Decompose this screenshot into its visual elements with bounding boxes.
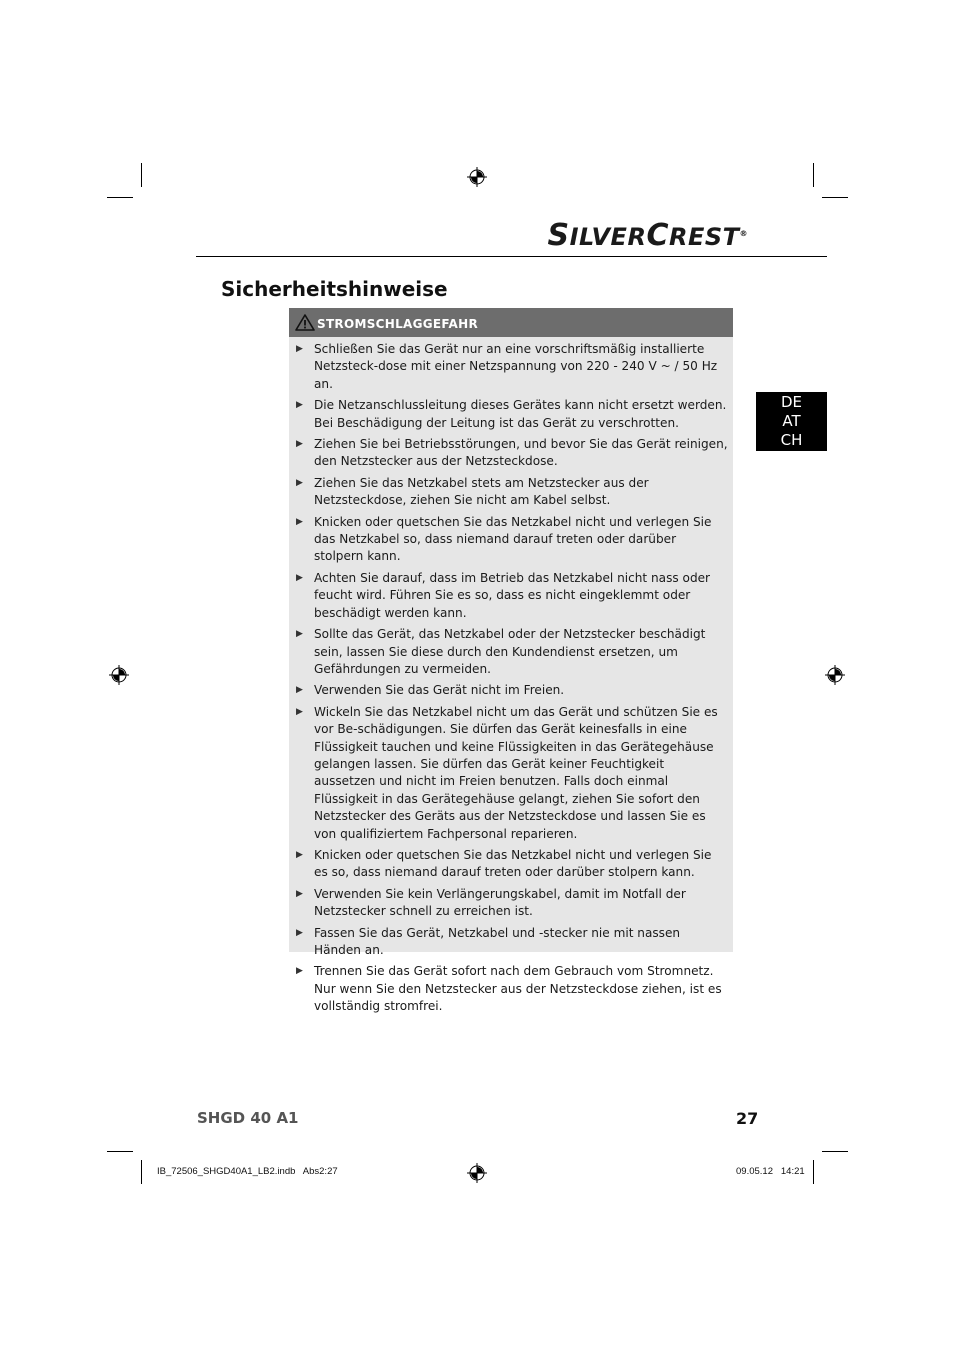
- crop-mark: [813, 1160, 814, 1184]
- crop-mark: [107, 1151, 133, 1152]
- crop-mark: [107, 197, 133, 198]
- list-item: [296, 341, 728, 393]
- arrow-bullet-icon: ▶: [296, 927, 303, 938]
- list-item: [296, 626, 728, 678]
- arrow-bullet-icon: ▶: [296, 849, 303, 860]
- page-number: 27: [736, 1109, 759, 1128]
- model-number: SHGD 40 A1: [197, 1109, 299, 1127]
- page-title: Sicherheitshinweise: [221, 277, 448, 301]
- list-item: [296, 397, 728, 432]
- list-item-text: Schließen Sie das Gerät nur an eine vorschriftsmäßig installierte Netzsteck-dose mit einer Netzspannung von 220 - 240 V ~ / 50 Hz an.: [314, 342, 718, 391]
- warning-list: [296, 341, 728, 1020]
- arrow-bullet-icon: ▶: [296, 516, 303, 527]
- language-code: DE: [780, 393, 803, 411]
- warning-header: [289, 308, 733, 337]
- language-tab: [756, 392, 827, 451]
- list-item-text: Die Netzanschlussleitung dieses Gerätes kann nicht ersetzt werden. Bei Beschädigung der Leitung ist das Gerät zu verschrotten.: [314, 398, 727, 430]
- warning-label: STROMSCHLAGGEFAHR: [317, 317, 479, 331]
- crop-mark: [141, 1160, 142, 1184]
- arrow-bullet-icon: ▶: [296, 966, 303, 977]
- arrow-bullet-icon: ▶: [296, 629, 303, 640]
- list-item: [296, 514, 728, 566]
- list-item: [296, 704, 728, 843]
- arrow-bullet-icon: ▶: [296, 572, 303, 583]
- crop-mark: [813, 163, 814, 187]
- language-code: CH: [780, 431, 803, 449]
- header-rule: [196, 256, 827, 257]
- crop-mark: [141, 163, 142, 187]
- list-item: [296, 436, 728, 471]
- list-item-text: Achten Sie darauf, dass im Betrieb das Netzkabel nicht nass oder feucht wird. Führen Sie es so, dass es nicht eingeklemmt oder beschädigt werden kann.: [314, 570, 711, 620]
- list-item-text: Verwenden Sie das Gerät nicht im Freien.: [314, 683, 565, 698]
- brand-logo: SILVERCREST®: [547, 218, 748, 253]
- print-slug-date: 09.05.12 14:21: [736, 1166, 805, 1177]
- registration-target-icon: [825, 665, 845, 685]
- list-item-text: Ziehen Sie das Netzkabel stets am Netzstecker aus der Netzsteckdose, ziehen Sie nicht am Kabel selbst.: [314, 475, 649, 508]
- arrow-bullet-icon: ▶: [296, 888, 303, 899]
- list-item-text: Wickeln Sie das Netzkabel nicht um das Gerät und schützen Sie es vor Be-schädigungen. Sie dürfen das Gerät keinesfalls in eine Flüssigkeit tauchen und keine Flüssigkeiten in das Gerätegehäuse gelangen lassen. Sie dürfen das Gerät keiner Feuchtigkeit aussetzen und nicht im Freien benutzen. Falls doch einmal Flüssigkeit in das Gerätegehäuse gelangt, ziehen Sie sofort den Netzstecker des Geräts aus der Netzsteckdose und lassen Sie es von qualifiziertem Fachpersonal reparieren.: [314, 704, 718, 841]
- list-item: [296, 963, 728, 1015]
- warning-triangle-icon: [295, 314, 315, 331]
- arrow-bullet-icon: ▶: [296, 706, 303, 717]
- arrow-bullet-icon: ▶: [296, 439, 303, 450]
- list-item-text: Sollte das Gerät, das Netzkabel oder der Netzstecker beschädigt sein, lassen Sie diese durch den Kundendienst ersetzen, um Gefährdungen zu vermeiden.: [314, 627, 706, 676]
- language-code: AT: [782, 412, 801, 430]
- crop-mark: [822, 1151, 848, 1152]
- list-item-text: Knicken oder quetschen Sie das Netzkabel nicht und verlegen Sie es so, dass niemand darauf treten oder darüber stolpern kann.: [314, 847, 712, 880]
- list-item: [296, 570, 728, 622]
- crop-mark: [822, 197, 848, 198]
- list-item-text: Ziehen Sie bei Betriebsstörungen, und bevor Sie das Gerät reinigen, den Netzstecker aus der Netzsteckdose.: [314, 437, 728, 469]
- list-item: [296, 886, 728, 921]
- list-item-text: Knicken oder quetschen Sie das Netzkabel nicht und verlegen Sie das Netzkabel so, dass niemand darauf treten oder darüber stolpern kann.: [314, 514, 712, 564]
- list-item: [296, 847, 728, 882]
- list-item: [296, 475, 728, 510]
- registration-target-icon: [109, 665, 129, 685]
- list-item-text: Fassen Sie das Gerät, Netzkabel und -stecker nie mit nassen Händen an.: [314, 925, 681, 957]
- registration-target-icon: [467, 167, 487, 187]
- list-item-text: Trennen Sie das Gerät sofort nach dem Gebrauch vom Stromnetz. Nur wenn Sie den Netzstecker aus der Netzsteckdose ziehen, ist es vollständig stromfrei.: [314, 964, 722, 1014]
- print-slug-file: IB_72506_SHGD40A1_LB2.indb Abs2:27: [157, 1166, 338, 1177]
- arrow-bullet-icon: ▶: [296, 685, 303, 696]
- arrow-bullet-icon: ▶: [296, 344, 303, 354]
- list-item: [296, 682, 728, 699]
- arrow-bullet-icon: ▶: [296, 477, 303, 488]
- registration-target-icon: [467, 1163, 487, 1183]
- list-item: [296, 925, 728, 960]
- arrow-bullet-icon: ▶: [296, 400, 303, 411]
- list-item-text: Verwenden Sie kein Verlängerungskabel, damit im Notfall der Netzstecker schnell zu erreichen ist.: [314, 886, 686, 919]
